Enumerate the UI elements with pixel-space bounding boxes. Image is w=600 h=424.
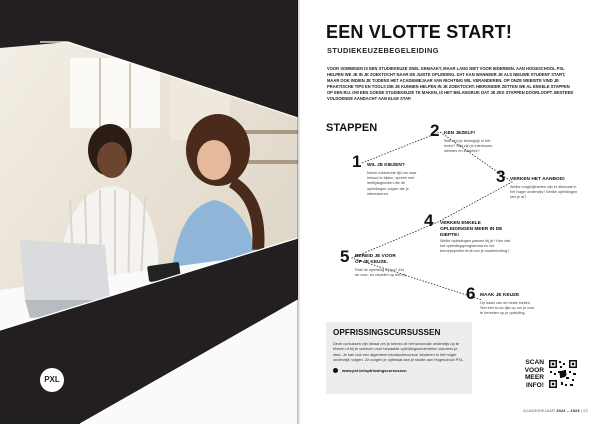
step-description: Welke opleidingen passen bij je? Hoe ziet het opleidingsprogramma en het beroepsprofiel eruit van je studierichting?	[440, 239, 511, 254]
scan-line: VOOR	[524, 366, 544, 374]
step-number: 1	[352, 152, 362, 171]
step-description: Wat vind je belangrijk in het leven? Wat zijn je interesses, sterktes en zwaktes?	[444, 139, 494, 154]
page-subtitle: STUDIEKEUZEBEGELEIDING	[327, 46, 439, 55]
step-title: VERKEN ENKELE OPLEIDINGEN MEER IN DE DIEPTE!	[440, 221, 503, 238]
step-description: Past de opleiding bij jou? Zet de voor- en nadelen op een rij.	[355, 268, 407, 278]
step-description: Op basis van de beste inzicht. Stel een to-do-lijst op om je voor te bereiden op je opleiding.	[480, 301, 535, 316]
footer-years: 2022 – 2023	[556, 409, 580, 413]
link-text[interactable]: www.pxl.be/opfrissingscursussen	[342, 367, 407, 373]
footer-label: ACADEMIEJAAR	[523, 409, 556, 413]
refresher-courses-link[interactable]	[333, 368, 465, 373]
right-page	[300, 0, 600, 424]
step-description: Welke mogelijkheden zijn er allemaal in het hoger onderwijs? Welke opleidingen ken je al?	[510, 185, 578, 200]
page-title: EEN VLOTTE START!	[326, 22, 513, 42]
step-title: KEN JEZELF!	[444, 131, 475, 136]
step-number: 2	[430, 121, 440, 140]
box-title: OPFRISSINGSCURSUSSEN	[333, 328, 441, 337]
scan-line: SCAN	[525, 359, 544, 366]
scan-line: INFO!	[526, 381, 544, 389]
step-title: MAAK JE KEUZE	[480, 293, 520, 298]
step-description: Neem voldoende tijd om naar inhoud te kijken, spreek met leeftijdsgenoten die de opleidingen volgen die je interesseren.	[367, 171, 417, 196]
decorative-frame-lines	[0, 0, 298, 424]
qr-code-icon[interactable]	[548, 359, 578, 389]
step-number: 4	[424, 211, 434, 230]
step-number: 3	[496, 167, 506, 186]
step-number: 6	[466, 284, 476, 303]
step-title: WIL JE KIEZEN?	[367, 163, 405, 168]
scan-line: MEER	[524, 374, 544, 382]
intro-paragraph: VOOR SOMMIGEN IS EEN STUDIEKEUZE SNEL GEMAAKT, MAAR LANG NIET VOOR IEDEREEN. AAN HOGESCHOOL PXL HELPEN WE JE IN JE ZOEKTOCHT NAAR DE JUISTE OPLEIDING. DAT KAN WANNEER JE ALS NIEUWE STUDENT START, MAAR OOK INDIEN JE TIJDENS HET ACADEMIEJAAR VAN RICHTING WIL VERANDEREN. OP ONZE WEBSITE VIND JE PRAKTISCHE TIPS EN TOOLS DIE JE KUNNEN HELPEN IN JE ZOEKTOCHT. HIERONDER ZETTEN WE AL ENKELE STAPPEN OP EEN RIJ. OM EEN GOEDE STUDIEKEUZE TE MAKEN, IS HET BELANGRIJK DAT JE ZES STAPPEN DOORLOOPT. BESTEED VOLDOENDE AANDACHT AAN ELKE STAP.	[327, 66, 574, 102]
step-title: VERKEN HET AANBOD!	[510, 177, 565, 182]
bullet-icon	[333, 368, 338, 373]
left-page-photo	[0, 0, 298, 424]
step-title: BEREID JE VOOR OP JE KEUZE.	[355, 254, 396, 265]
page-footer: ACADEMIEJAAR 2022 – 2023 | 22	[523, 409, 588, 413]
page-number: 22	[583, 409, 588, 413]
refresher-courses-box	[326, 322, 472, 394]
scan-for-info-label	[514, 359, 544, 389]
step-number: 5	[340, 247, 350, 266]
box-text: Deze cursussen zijn ideaal om je kennis uit het secundair onderwijs op te frissen of bij te schaven voor bepaalde opleidingsonderdelen alvorens je start. Je kan ook een algemene introductiecursus 'studeren in het hoger onderwijs' volgen. Ze zorgen je optimaal aan je studie aan Hogeschool PXL.	[333, 341, 465, 363]
steps-heading: STAPPEN	[326, 122, 378, 134]
pxl-logo: PXL	[40, 368, 64, 392]
